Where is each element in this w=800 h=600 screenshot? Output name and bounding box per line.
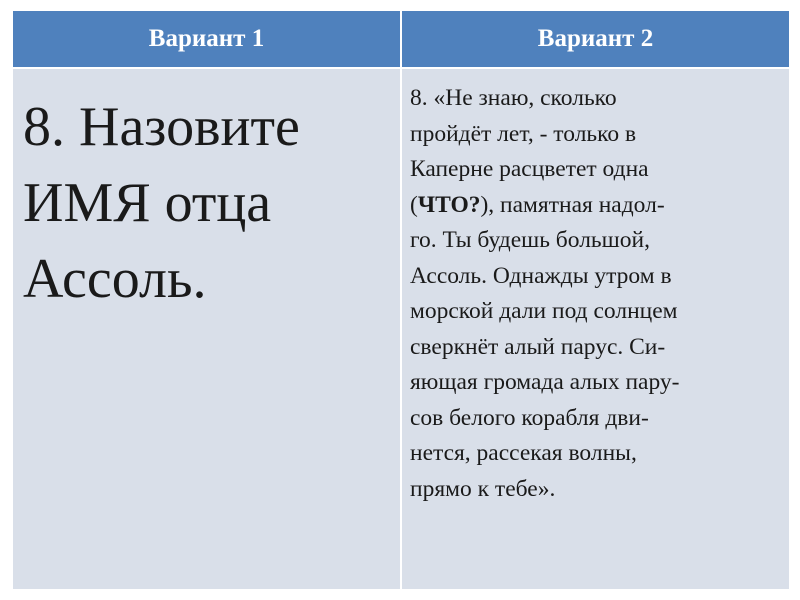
question-row — [12, 68, 790, 590]
quiz-table — [11, 9, 791, 591]
variant2-line: сверкнёт алый парус. Си- — [410, 333, 666, 360]
variant2-line: нется, рассекая волны, — [410, 440, 637, 466]
blank-what: ЧТО? — [417, 191, 481, 218]
variant2-line: прямо к тебе». — [410, 475, 556, 502]
variant2-line — [410, 188, 783, 224]
variant2-line: Ассоль. Однажды утром в — [410, 262, 672, 289]
line4-rest: ), памятная надол- — [480, 191, 665, 218]
variant2-header: Вариант 2 — [401, 10, 790, 68]
variant1-line: Ассоль. — [23, 248, 207, 310]
variant1-cell — [12, 68, 401, 590]
variant1-line: 8. Назовите — [23, 96, 300, 158]
variant2-line: сов белого корабля дви- — [410, 404, 649, 431]
variant2-line: 8. «Не знаю, сколько — [410, 85, 617, 111]
variant2-line: морской дали под солнцем — [410, 298, 678, 324]
variant2-line: пройдёт лет, - только в — [410, 120, 637, 147]
paren-open: ( — [410, 191, 418, 218]
variant2-line: Каперне расцветет одна — [410, 156, 649, 182]
header-row — [12, 10, 790, 68]
variant2-cell — [401, 68, 790, 590]
variant1-line: ИМЯ отца — [23, 172, 272, 234]
variant2-question — [402, 69, 789, 507]
variant2-line: яющая громада алых пару- — [410, 369, 680, 395]
variant1-header: Вариант 1 — [12, 10, 401, 68]
variant1-question — [13, 69, 400, 317]
variant2-line: го. Ты будешь большой, — [410, 227, 650, 253]
